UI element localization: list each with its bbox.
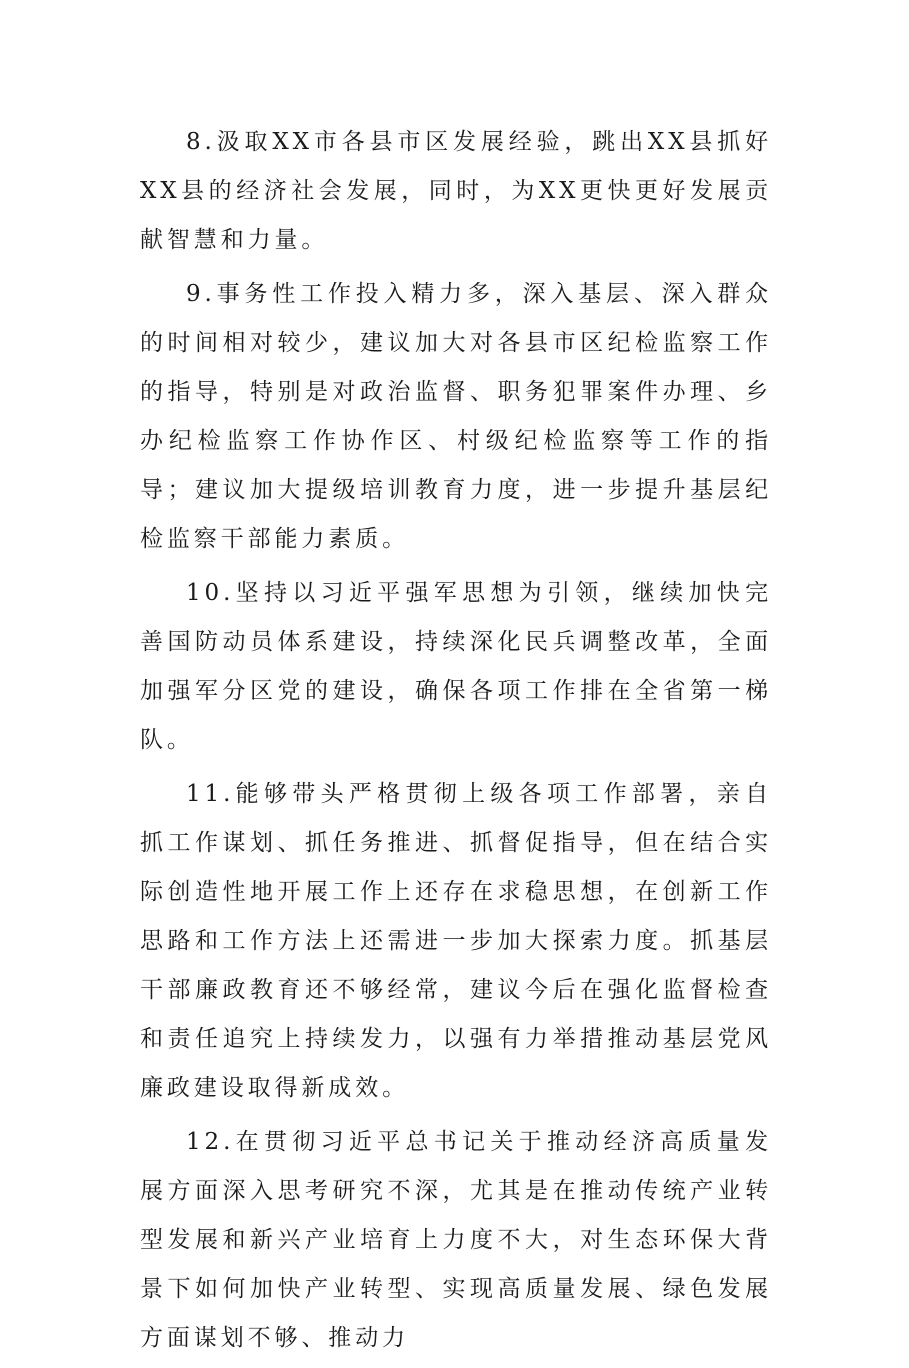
paragraph-9: 9.事务性工作投入精力多，深入基层、深入群众的时间相对较少，建议加大对各县市区纪检监察工作的指导，特别是对政治监督、职务犯罪案件办理、乡办纪检监察工作协作区、村级纪检监察等工作的指导；建议加大提级培训教育力度，进一步提升基层纪检监察干部能力素质。 <box>140 281 772 552</box>
paragraph-12: 12.在贯彻习近平总书记关于推动经济高质量发展方面深入思考研究不深，尤其是在推动传统产业转型发展和新兴产业培育上力度不大，对生态环保大背景下如何加快产业转型、实现高质量发展、绿色发展方面谋划不够、推动力 <box>140 1129 772 1351</box>
paragraph-11: 11.能够带头严格贯彻上级各项工作部署，亲自抓工作谋划、抓任务推进、抓督促指导，但在结合实际创造性地开展工作上还存在求稳思想，在创新工作思路和工作方法上还需进一步加大探索力度。抓基层干部廉政教育还不够经常，建议今后在强化监督检查和责任追究上持续发力，以强有力举措推动基层党风廉政建设取得新成效。 <box>140 781 772 1101</box>
paragraph-10: 10.坚持以习近平强军思想为引领，继续加快完善国防动员体系建设，持续深化民兵调整改革，全面加强军分区党的建设，确保各项工作排在全省第一梯队。 <box>140 580 772 753</box>
paragraph-8: 8.汲取XX市各县市区发展经验，跳出XX县抓好XX县的经济社会发展，同时，为XX更快更好发展贡献智慧和力量。 <box>140 129 772 253</box>
document-body <box>140 118 772 1368</box>
